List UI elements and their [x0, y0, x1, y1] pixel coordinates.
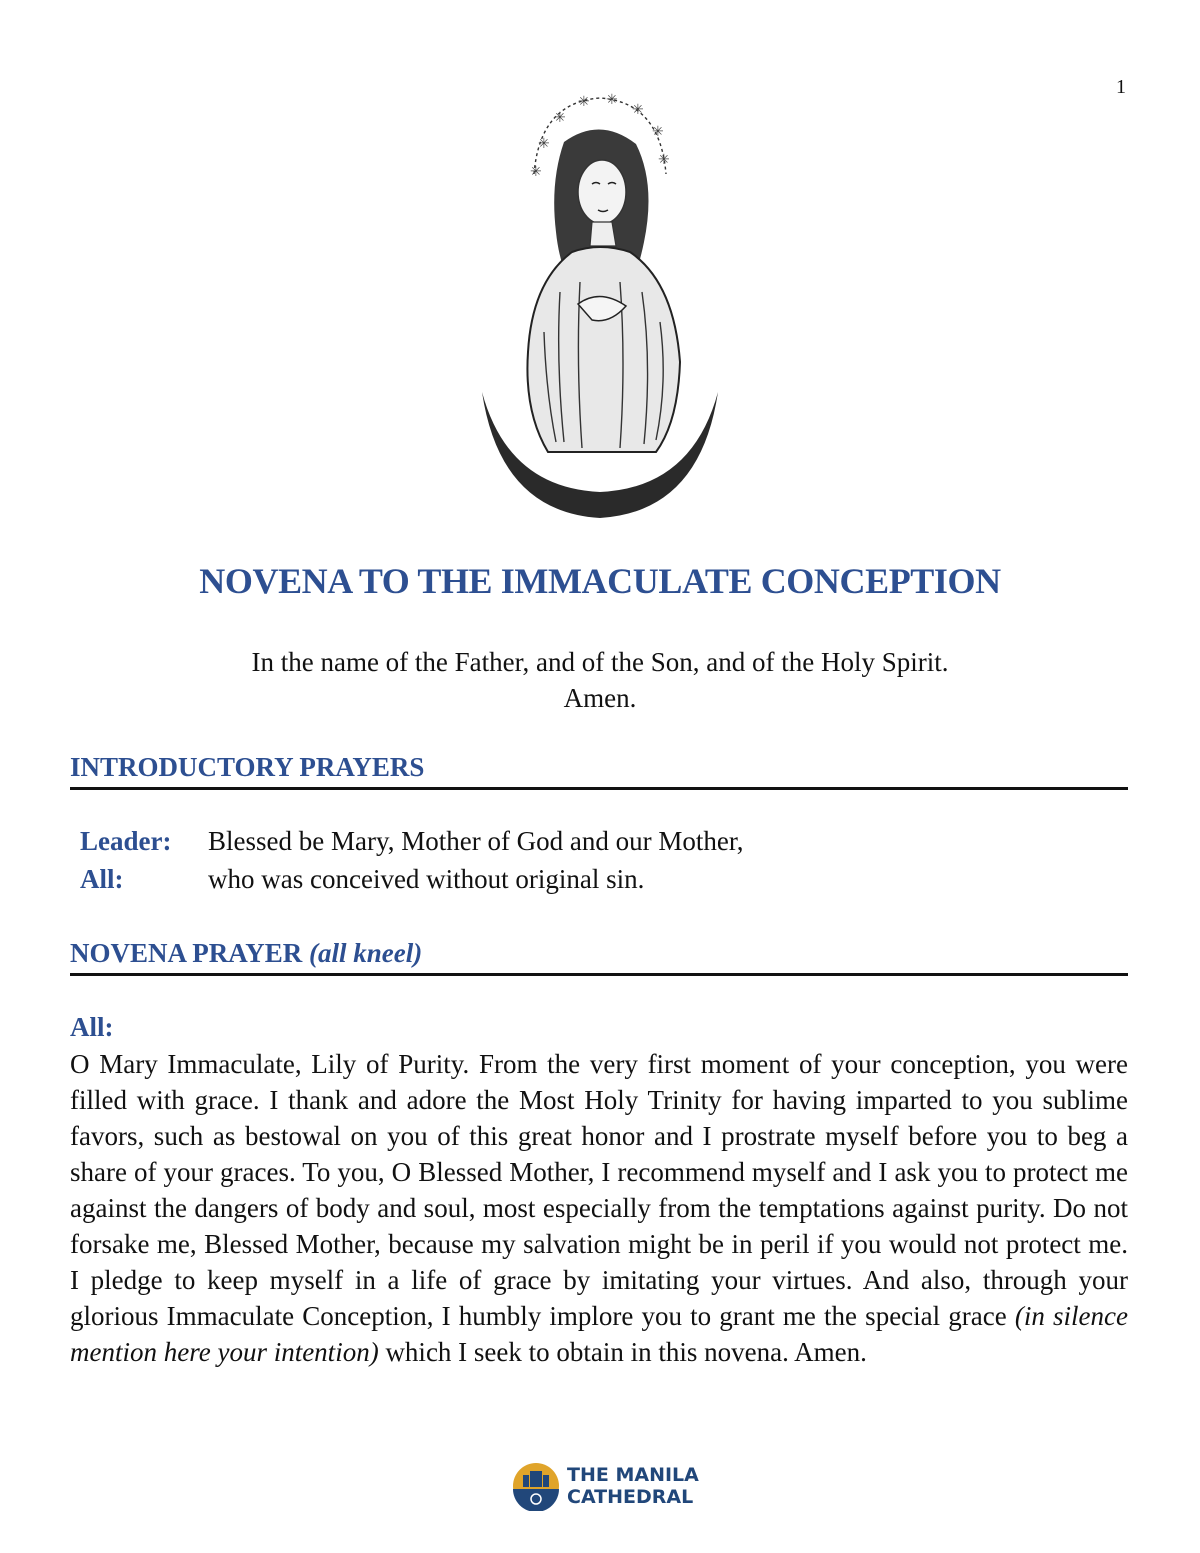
svg-text:✳: ✳ — [652, 125, 664, 140]
prayer-part-1: O Mary Immaculate, Lily of Purity. From the very first moment of your conception, you were filled with grace. I thank and adore the Most Holy Trinity for having imparted to you sublime favors, such as bestowal on you of this great honor and I prostrate myself before you to beg a share of your graces. To you, O Blessed Mother, I recommend myself and I ask you to protect me against the dangers of body and soul, most especially from the temptations against purity. Do not forsake me, Blessed Mother, because my salvation might be in peril if you would not protect me. I pledge to keep myself in a life of grace by imitating your virtues. And also, through your glorious Immaculate Conception, I humbly implore you to grant me the special grace — [70, 1049, 1128, 1331]
invocation-amen: Amen. — [563, 683, 637, 713]
invocation — [0, 644, 1200, 716]
svg-text:✳: ✳ — [530, 165, 542, 180]
role-label: All: — [80, 864, 124, 894]
response-text: Blessed be Mary, Mother of God and our Mother, — [208, 826, 744, 856]
svg-text:✳: ✳ — [538, 137, 550, 152]
page-number: 1 — [1116, 76, 1126, 98]
novena-heading-note: (all kneel) — [309, 938, 423, 968]
response-text: who was conceived without original sin. — [208, 864, 645, 894]
svg-text:✳: ✳ — [632, 103, 644, 118]
page-title: NOVENA TO THE IMMACULATE CONCEPTION — [199, 561, 1001, 601]
logo-line-1: THE MANILA — [567, 1464, 699, 1486]
novena-heading-text: NOVENA PRAYER — [70, 938, 303, 968]
logo-text — [567, 1464, 699, 1508]
immaculate-conception-illustration-icon — [460, 92, 740, 524]
svg-text:✳: ✳ — [578, 95, 590, 110]
role-label: Leader: — [80, 826, 172, 856]
footer-logo — [511, 1458, 699, 1514]
response-row-leader — [80, 826, 744, 857]
prayer-intention-note: (in silence mention here your intention) — [70, 1301, 1128, 1367]
novena-prayer-text — [70, 1046, 1128, 1370]
svg-text:✳: ✳ — [658, 153, 670, 168]
svg-text:✳: ✳ — [554, 111, 566, 126]
invocation-line: In the name of the Father, and of the Son, and of the Holy Spirit. — [251, 647, 949, 677]
section-heading-introductory: INTRODUCTORY PRAYERS — [70, 752, 1128, 790]
all-label: All: — [70, 1012, 114, 1042]
prayer-part-2: which I seek to obtain in this novena. Amen. — [385, 1337, 867, 1367]
section-heading-novena — [70, 938, 1128, 976]
manila-cathedral-logo-icon — [511, 1461, 561, 1511]
logo-line-2: CATHEDRAL — [567, 1486, 694, 1508]
response-row-all — [80, 864, 644, 895]
svg-text:✳: ✳ — [606, 93, 618, 108]
